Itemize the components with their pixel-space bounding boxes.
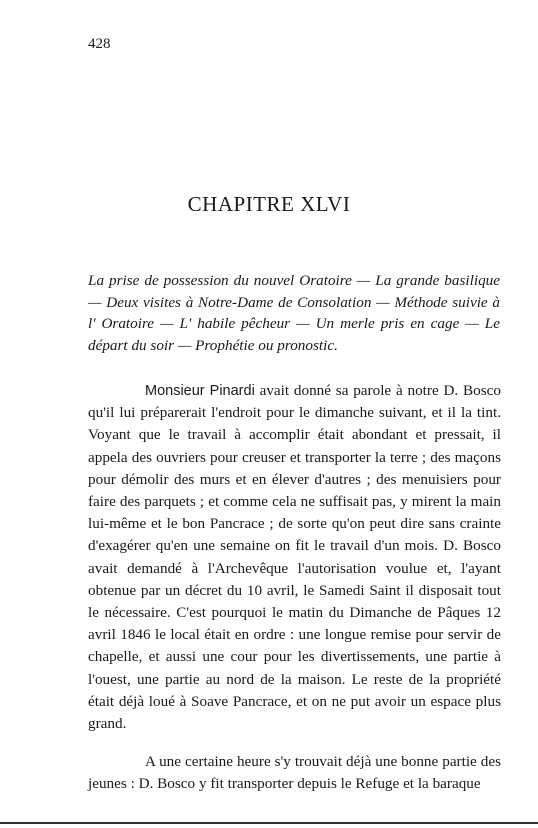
paragraph-lead: Monsieur Pinardi xyxy=(145,383,255,399)
paragraph-2-text: A une certaine heure s'y trouvait déjà une bonne partie des jeunes : D. Bosco y fit transporter depuis le Refuge et la baraque xyxy=(88,753,501,793)
paragraph-2 xyxy=(88,751,501,795)
page-number: 428 xyxy=(88,36,111,52)
paragraph-1-text: avait donné sa parole à notre D. Bosco qu'il lui préparerait l'endroit pour le dimanche suivant, et il la tint. Voyant que le travail à accomplir était abondant et pressait, il appela des ouvriers pour creuser et transporter la terre ; des maçons pour démolir des murs et en élever d'autres ; des menuisiers pour faire des parquets ; et comme cela ne suffisait pas, y mirent la main lui-même et le bon Pancrace ; de sorte qu'on peut dire sans crainte d'exagérer qu'en une semaine on fit le travail d'un mois. D. Bosco avait demandé à l'Archevêque l'autorisation voulue et, l'ayant obtenue par un décret du 10 avril, le Samedi Saint il disposait tout le nécessaire. C'est pourquoi le matin du Dimanche de Pâques 12 avril 1846 le local était en ordre : une longue remise pour servir de chapelle, et aussi une cour pour les divertissements, une partie à l'ouest, une partie au nord de la maison. Le reste de la propriété était déjà loué à Soave Pancrace, et on ne put avoir un espace plus grand. xyxy=(88,382,501,733)
body-text xyxy=(88,380,501,796)
paragraph-1 xyxy=(88,380,501,735)
chapter-title: CHAPITRE XLVI xyxy=(187,192,351,216)
chapter-summary: La prise de possession du nouvel Oratoire — La grande basilique — Deux visites à Notre-Dame de Consolation — Méthode suivie à l' Oratoire — L' habile pêcheur — Un merle pris en cage — Le départ du soir — Prophétie ou pronostic. xyxy=(88,272,500,354)
bottom-rule xyxy=(0,822,538,824)
